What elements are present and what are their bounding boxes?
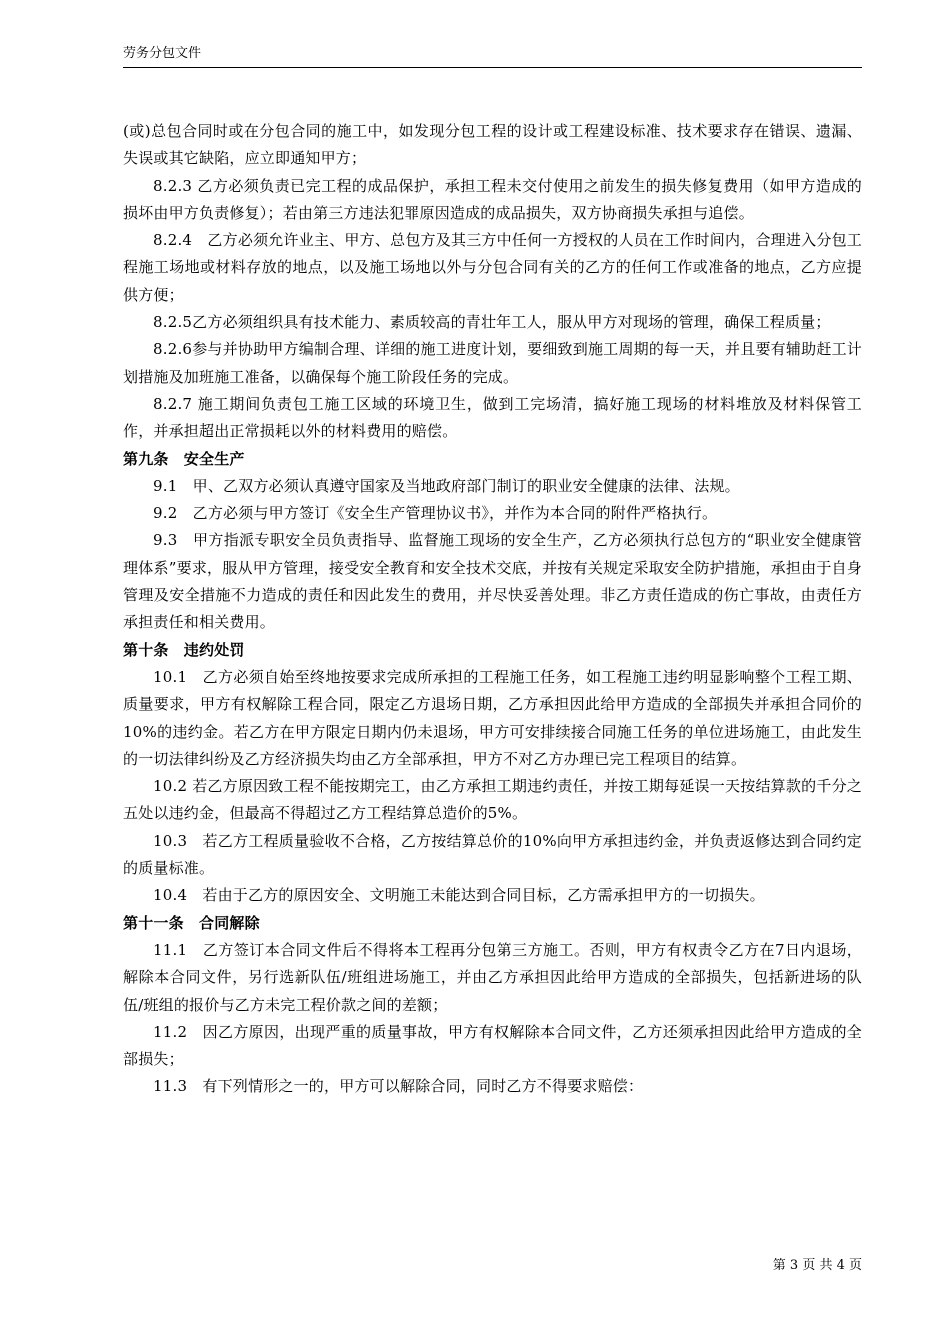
paragraph: 11.2 因乙方原因，出现严重的质量事故，甲方有权解除本合同文件，乙方还须承担因此给甲方造成的全部损失； xyxy=(123,1022,862,1069)
paragraph: (或)总包合同时或在分包合同的施工中，如发现分包工程的设计或工程建设标准、技术要求存在错误、遗漏、失误或其它缺陷，应立即通知甲方； xyxy=(123,122,862,168)
paragraph: 8.2.3 乙方必须负责已完工程的成品保护，承担工程未交付使用之前发生的损失修复费用（如甲方造成的损坏由甲方负责修复）；若由第三方违法犯罪原因造成的成品损失，双方协商损失承担与追偿。 xyxy=(123,176,862,222)
paragraph: 8.2.5乙方必须组织具有技术能力、素质较高的青壮年工人，服从甲方对现场的管理，确保工程质量； xyxy=(153,313,831,332)
section-heading: 第九条 安全生产 xyxy=(123,449,245,468)
paragraph: 8.2.4 乙方必须允许业主、甲方、总包方及其三方中任何一方授权的人员在工作时间内，合理进入分包工程施工场地或材料存放的地点，以及施工场地以外与分包合同有关的乙方的任何工作或准备的地点，乙方应提供方便； xyxy=(123,231,862,304)
document-body xyxy=(123,118,862,1101)
paragraph: 11.3 有下列情形之一的，甲方可以解除合同，同时乙方不得要求赔偿： xyxy=(153,1077,644,1096)
paragraph: 10.1 乙方必须自始至终地按要求完成所承担的工程施工任务，如工程施工违约明显影响整个工程工期、质量要求，甲方有权解除工程合同，限定乙方退场日期，乙方承担因此给甲方造成的全部损失并承担合同价的10%的违约金。若乙方在甲方限定日期内仍未退场，甲方可安排续接合同施工任务的单位进场施工，由此发生的一切法律纠纷及乙方经济损失均由乙方全部承担，甲方不对乙方办理已完工程项目的结算。 xyxy=(123,667,862,768)
page-number: 第 3 页 共 4 页 xyxy=(772,1258,862,1273)
paragraph: 10.4 若由于乙方的原因安全、文明施工未能达到合同目标，乙方需承担甲方的一切损失。 xyxy=(153,886,765,905)
page-header xyxy=(123,46,862,68)
paragraph: 9.3 甲方指派专职安全员负责指导、监督施工现场的安全生产，乙方必须执行总包方的“职业安全健康管理体系”要求，服从甲方管理，接受安全教育和安全技术交底，并按有关规定采取安全防护措施，承担由于自身管理及安全措施不力造成的责任和因此发生的费用，并尽快妥善处理。非乙方责任造成的伤亡事故，由责任方承担责任和相关费用。 xyxy=(123,531,862,632)
paragraph: 10.3 若乙方工程质量验收不合格，乙方按结算总价的10%向甲方承担违约金，并负责返修达到合同约定的质量标准。 xyxy=(123,831,862,878)
paragraph: 9.2 乙方必须与甲方签订《安全生产管理协议书》，并作为本合同的附件严格执行。 xyxy=(153,504,718,523)
section-heading: 第十一条 合同解除 xyxy=(123,913,260,932)
paragraph: 8.2.7 施工期间负责包工施工区域的环境卫生，做到工完场清，搞好施工现场的材料堆放及材料保管工作，并承担超出正常损耗以外的材料费用的赔偿。 xyxy=(123,394,862,441)
paragraph: 9.1 甲、乙双方必须认真遵守国家及当地政府部门制订的职业安全健康的法律、法规。 xyxy=(153,476,740,495)
section-heading: 第十条 违约处罚 xyxy=(123,640,245,659)
page-footer xyxy=(773,1258,862,1274)
header-title: 劳务分包文件 xyxy=(123,46,202,61)
paragraph: 10.2 若乙方原因致工程不能按期完工，由乙方承担工期违约责任，并按工期每延误一天按结算款的千分之五处以违约金，但最高不得超过乙方工程结算总造价的5%。 xyxy=(123,777,862,823)
paragraph: 11.1 乙方签订本合同文件后不得将本工程再分包第三方施工。否则，甲方有权责令乙方在7日内退场，解除本合同文件，另行选新队伍/班组进场施工，并由乙方承担因此给甲方造成的全部损失，包括新进场的队伍/班组的报价与乙方未完工程价款之间的差额； xyxy=(123,940,862,1014)
paragraph: 8.2.6参与并协助甲方编制合理、详细的施工进度计划，要细致到施工周期的每一天，并且要有辅助赶工计划措施及加班施工准备，以确保每个施工阶段任务的完成。 xyxy=(123,340,862,386)
